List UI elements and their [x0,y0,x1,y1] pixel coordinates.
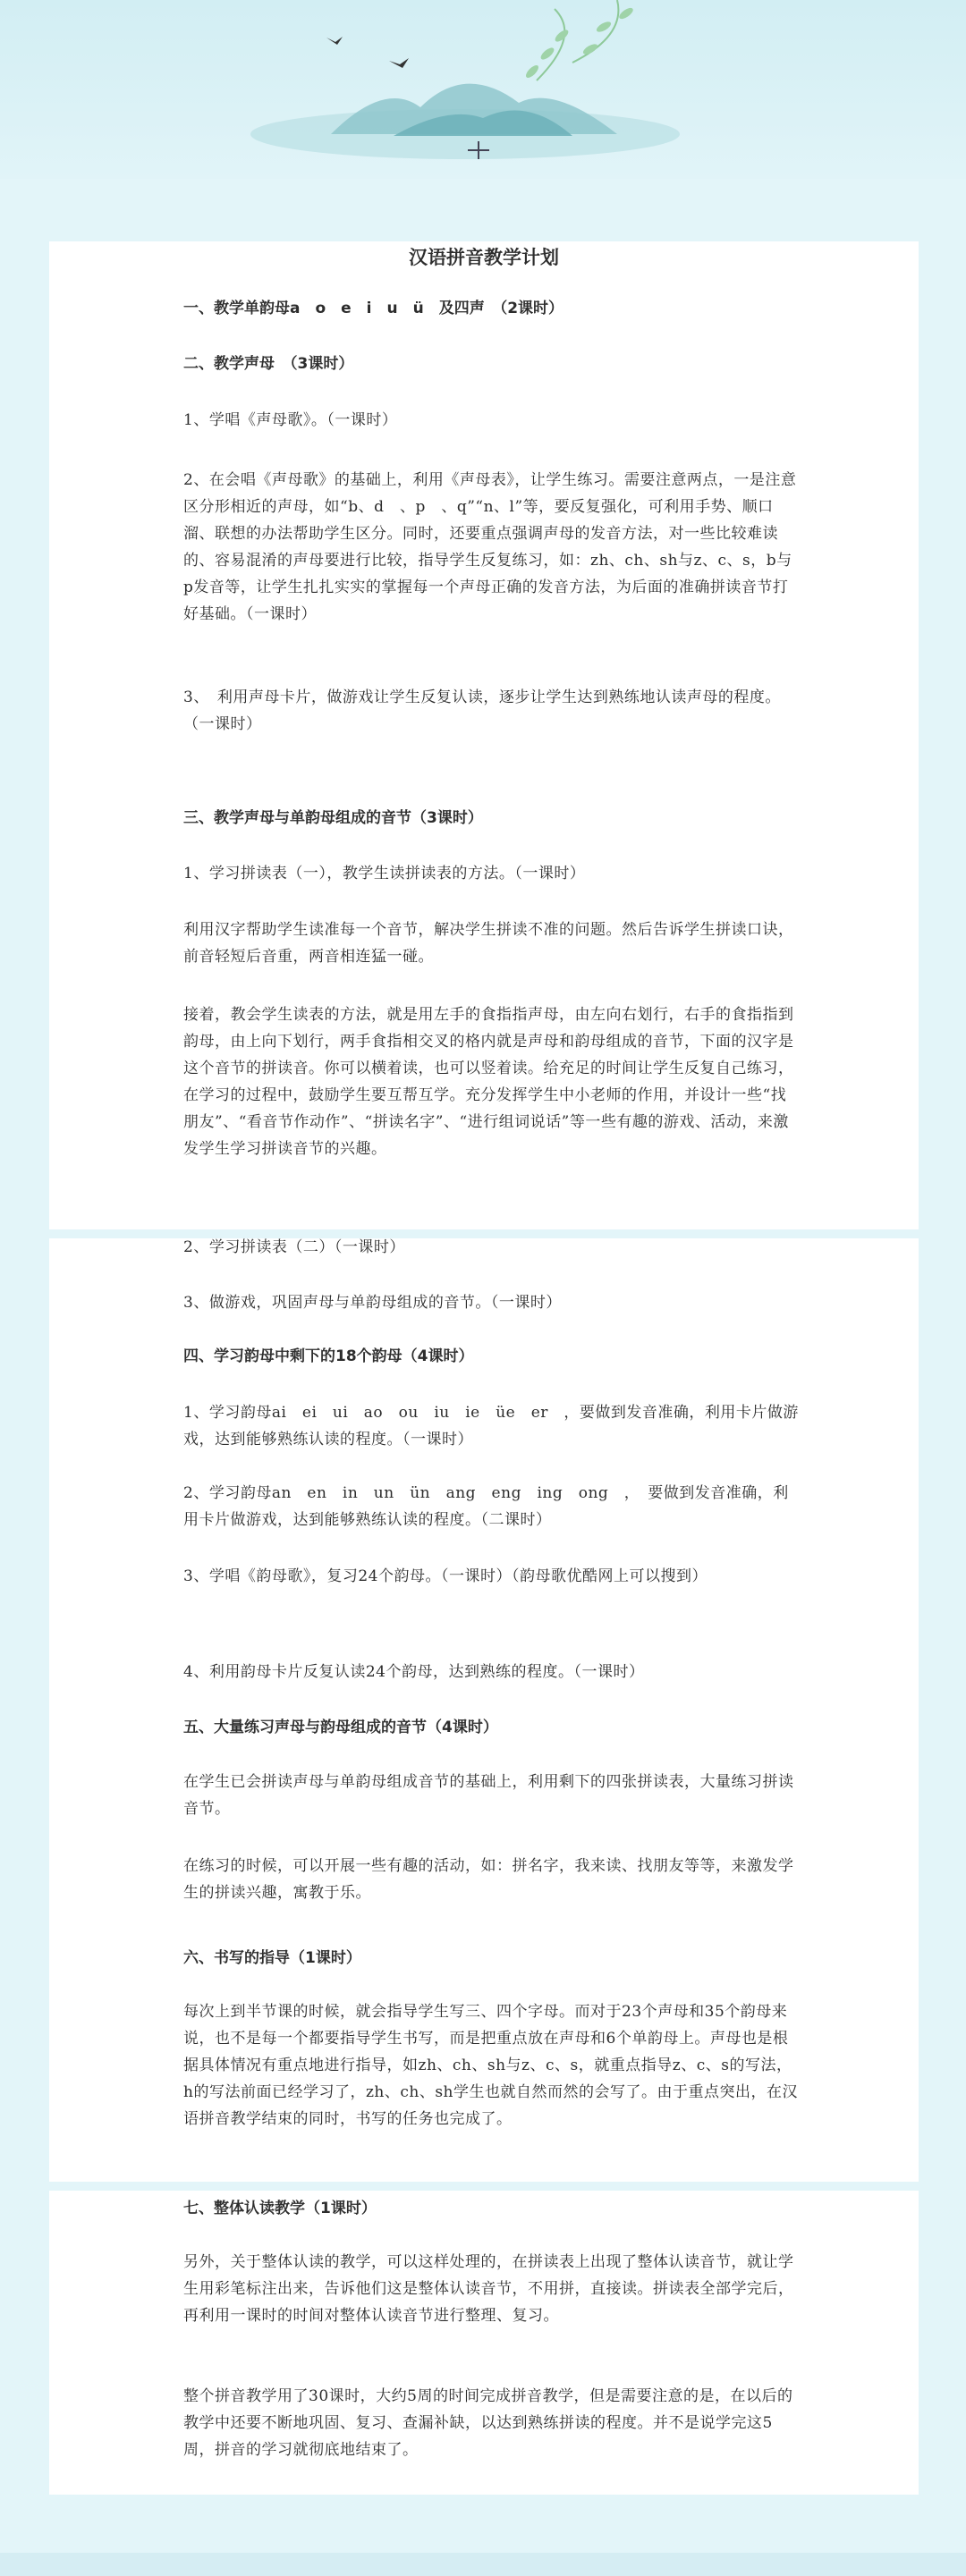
paragraph: 1、学习韵母ai ei ui ao ou iu ie üe er ，要做到发音准确，利用卡片做游戏，达到能够熟练认读的程度。（一课时） [183,1404,799,1448]
paragraph: 在学生已会拼读声母与单韵母组成音节的基础上，利用剩下的四张拼读表，大量练习拼读音节。 [183,1773,794,1818]
paragraph: 3、 利用声母卡片，做游戏让学生反复认读，逐步让学生达到熟练地认读声母的程度。（一课时） [183,688,781,733]
paragraph: 1、学习拼读表（一），教学生读拼读表的方法。（一课时） [183,865,586,883]
section-7-heading: 七、整体认读教学（1课时） [183,2200,377,2217]
landscape-illustration [0,0,966,179]
paragraph: 接着，教会学生读表的方法，就是用左手的食指指声母，由左向右划行，右手的食指指到韵母，由上向下划行，两手食指相交叉的格内就是声母和韵母组成的音节，下面的汉字是这个音节的拼读音。你可以横着读，也可以竖着读。给充足的时间让学生反复自己练习，在学习的过程中，鼓励学生要互帮互学。充分发挥学生中小老师的作用，并设计一些“找朋友”、“看音节作动作”、“拼读名字”、“进行组词说话”等一些有趣的游戏、活动，来激发学生学习拼读音节的兴趣。 [183,1006,794,1158]
paragraph: 整个拼音教学用了30课时，大约5周的时间完成拼音教学，但是需要注意的是，在以后的教学中还要不断地巩固、复习、查漏补缺，以达到熟练拼读的程度。并不是说学完这5周，拼音的学习就彻底地结束了。 [183,2387,793,2459]
footer-strip [0,2553,966,2576]
paragraph: 2、在会唱《声母歌》的基础上，利用《声母表》，让学生练习。需要注意两点，一是注意区分形相近的声母，如“b、d 、p 、q”“n、l”等，要反复强化，可利用手势、顺口溜、联想的办法帮助学生区分。同时，还要重点强调声母的发音方法，对一些比较难读的、容易混淆的声母要进行比较，指导学生反复练习，如：zh、ch、sh与z、c、s，b与p发音等，让学生扎扎实实的掌握每一个声母正确的发音方法，为后面的准确拼读音节打好基础。（一课时） [183,471,797,623]
paragraph: 利用汉字帮助学生读准每一个音节，解决学生拼读不准的问题。然后告诉学生拼读口诀，前音轻短后音重，两音相连猛一碰。 [183,921,794,966]
bird-icon [389,58,409,68]
paragraph: 1、学唱《声母歌》。（一课时） [183,411,398,429]
paragraph: 3、做游戏，巩固声母与单韵母组成的音节。（一课时） [183,1294,562,1312]
paragraph: 3、学唱《韵母歌》，复习24个韵母。（一课时）（韵母歌优酷网上可以搜到） [183,1567,708,1585]
section-1-heading: 一、教学单韵母a o e i u ü 及四声 （2课时） [183,300,564,317]
section-2-heading: 二、教学声母 （3课时） [183,355,354,373]
section-6-heading: 六、书写的指导（1课时） [183,1949,361,1967]
paragraph: 2、学习韵母an en in un ün ang eng ing ong ， 要做到发音准确，利用卡片做游戏，达到能够熟练认读的程度。（二课时） [183,1484,789,1529]
page-title: 汉语拼音教学计划 [409,247,559,268]
section-5-heading: 五、大量练习声母与韵母组成的音节（4课时） [183,1719,498,1736]
section-3-heading: 三、教学声母与单韵母组成的音节（3课时） [183,809,483,827]
paragraph: 另外，关于整体认读的教学，可以这样处理的，在拼读表上出现了整体认读音节，就让学生用彩笔标注出来，告诉他们这是整体认读音节，不用拼，直接读。拼读表全部学完后，再利用一课时的时间对整体认读音节进行整理、复习。 [183,2253,794,2325]
paragraph: 4、利用韵母卡片反复认读24个韵母，达到熟练的程度。（一课时） [183,1663,645,1681]
bird-icon [326,37,343,45]
section-4-heading: 四、学习韵母中剩下的18个韵母（4课时） [183,1347,474,1365]
header-banner [0,0,966,179]
paragraph: 每次上到半节课的时候，就会指导学生写三、四个字母。而对于23个声母和35个韵母来说，也不是每一个都要指导学生书写，而是把重点放在声母和6个单韵母上。声母也是根据具体情况有重点地进行指导，如zh、ch、sh与z、c、s，就重点指导z、c、s的写法，h的写法前面已经学习了，zh、ch、sh学生也就自然而然的会写了。由于重点突出，在汉语拼音教学结束的同时，书写的任务也完成了。 [183,2003,798,2128]
paragraph: 2、学习拼读表（二）（一课时） [183,1238,405,1256]
paragraph: 在练习的时候，可以开展一些有趣的活动，如：拼名字，我来读、找朋友等等，来激发学生的拼读兴趣，寓教于乐。 [183,1857,794,1902]
